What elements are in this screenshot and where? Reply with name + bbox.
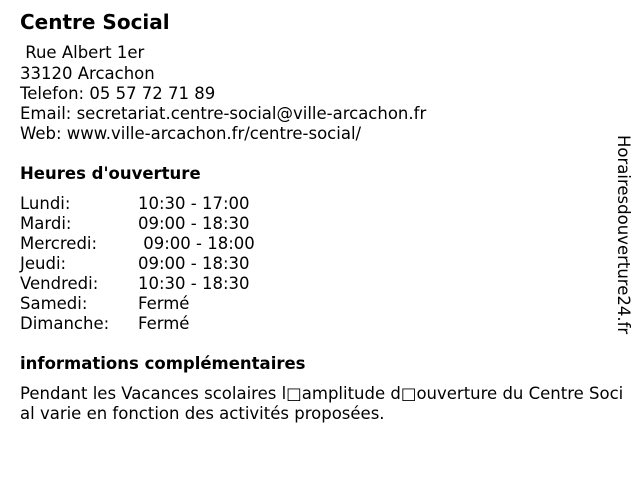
watermark: Horairesdouverture24.fr	[614, 135, 633, 335]
hours-time: 09:00 - 18:00	[138, 234, 255, 253]
hours-time: 09:00 - 18:30	[138, 254, 250, 273]
hours-day: Lundi:	[20, 194, 71, 213]
hours-time: 10:30 - 17:00	[138, 194, 250, 213]
page-title: Centre Social	[20, 10, 170, 34]
address-email: Email: secretariat.centre-social@ville-arcachon.fr	[20, 104, 427, 123]
address-phone: Telefon: 05 57 72 71 89	[20, 84, 216, 103]
hours-day: Vendredi:	[20, 274, 99, 293]
hours-day: Samedi:	[20, 294, 88, 313]
hours-time: 10:30 - 18:30	[138, 274, 250, 293]
hours-day: Jeudi:	[20, 254, 67, 273]
hours-day: Mardi:	[20, 214, 72, 233]
info-text: Pendant les Vacances scolaires l□amplitude d□ouverture du Centre Social varie en fonction des activités proposées.	[20, 384, 624, 423]
address-city: 33120 Arcachon	[20, 64, 155, 83]
hours-time: Fermé	[138, 294, 190, 313]
hours-day: Dimanche:	[20, 314, 110, 333]
hours-time: Fermé	[138, 314, 190, 333]
hours-day: Mercredi:	[20, 234, 98, 253]
address-web: Web: www.ville-arcachon.fr/centre-social/	[20, 124, 362, 143]
hours-heading: Heures d'ouverture	[20, 164, 201, 183]
hours-time: 09:00 - 18:30	[138, 214, 250, 233]
address-street: Rue Albert 1er	[20, 43, 145, 62]
info-heading: informations complémentaires	[20, 354, 306, 373]
